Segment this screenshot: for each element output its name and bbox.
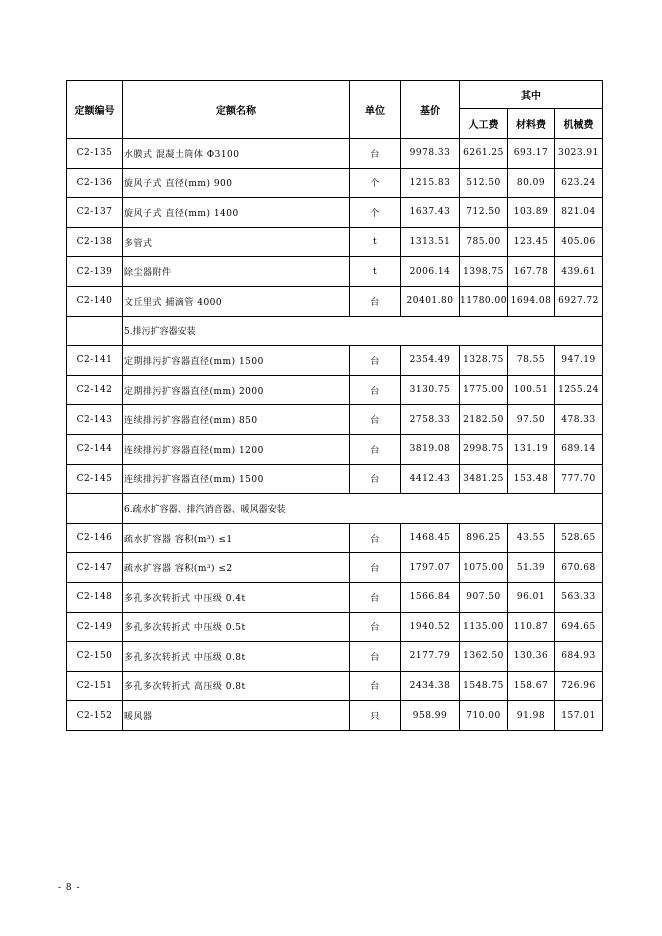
code-cell: C2-135 — [67, 139, 123, 169]
name-cell: 连续排污扩容器直径(mm) 850 — [123, 405, 350, 435]
table-row — [67, 346, 603, 376]
material-cost-cell: 131.19 — [508, 434, 555, 464]
section-title-text: 疏水扩容器、排汽消音器、暖风器安装 — [132, 504, 286, 515]
machine-cost-cell: 777.70 — [555, 464, 603, 494]
material-cost-cell: 153.48 — [508, 464, 555, 494]
unit-cell: 台 — [350, 139, 401, 169]
table-row — [67, 701, 603, 731]
machine-cost-cell: 947.19 — [555, 346, 603, 376]
unit-cell: 台 — [350, 434, 401, 464]
unit-cell: 台 — [350, 464, 401, 494]
table-row — [67, 286, 603, 316]
labor-cost-cell: 1548.75 — [460, 671, 508, 701]
code-cell: C2-140 — [67, 286, 123, 316]
section-number: 6. — [124, 504, 133, 515]
code-cell: C2-144 — [67, 434, 123, 464]
labor-cost-cell: 896.25 — [460, 523, 508, 553]
machine-cost-cell: 405.06 — [555, 227, 603, 257]
unit-cell: 台 — [350, 553, 401, 583]
labor-cost-cell: 1398.75 — [460, 257, 508, 287]
machine-cost-cell: 1255.24 — [555, 375, 603, 405]
base-price-cell: 1215.83 — [401, 168, 460, 198]
labor-cost-cell: 512.50 — [460, 168, 508, 198]
table-row — [67, 198, 603, 228]
base-price-cell: 2006.14 — [401, 257, 460, 287]
code-cell: C2-146 — [67, 523, 123, 553]
code-cell: C2-137 — [67, 198, 123, 228]
unit-cell: 只 — [350, 701, 401, 731]
labor-cost-cell: 710.00 — [460, 701, 508, 731]
base-price-cell: 2354.49 — [401, 346, 460, 376]
labor-cost-cell: 1775.00 — [460, 375, 508, 405]
name-cell: 文丘里式 捕滴管 4000 — [123, 286, 350, 316]
machine-cost-cell: 670.68 — [555, 553, 603, 583]
code-cell: C2-152 — [67, 701, 123, 731]
unit-cell: t — [350, 227, 401, 257]
material-cost-cell: 51.39 — [508, 553, 555, 583]
base-price-cell: 958.99 — [401, 701, 460, 731]
material-cost-cell: 693.17 — [508, 139, 555, 169]
base-price-cell: 3819.08 — [401, 434, 460, 464]
labor-cost-cell: 3481.25 — [460, 464, 508, 494]
base-price-cell: 1566.84 — [401, 582, 460, 612]
labor-cost-cell: 785.00 — [460, 227, 508, 257]
unit-cell: 台 — [350, 642, 401, 672]
code-cell: C2-143 — [67, 405, 123, 435]
header-among: 其中 — [460, 81, 603, 109]
base-price-cell: 1940.52 — [401, 612, 460, 642]
base-price-cell: 4412.43 — [401, 464, 460, 494]
base-price-cell: 20401.80 — [401, 286, 460, 316]
section-code-cell — [67, 316, 123, 346]
table-row — [67, 464, 603, 494]
material-cost-cell: 110.87 — [508, 612, 555, 642]
material-cost-cell: 91.98 — [508, 701, 555, 731]
labor-cost-cell: 907.50 — [460, 582, 508, 612]
header-base-price: 基价 — [401, 81, 460, 139]
table-row — [67, 405, 603, 435]
material-cost-cell: 97.50 — [508, 405, 555, 435]
code-cell: C2-147 — [67, 553, 123, 583]
labor-cost-cell: 2182.50 — [460, 405, 508, 435]
material-cost-cell: 130.36 — [508, 642, 555, 672]
unit-cell: 个 — [350, 168, 401, 198]
machine-cost-cell: 694.65 — [555, 612, 603, 642]
code-cell: C2-150 — [67, 642, 123, 672]
table-row — [67, 227, 603, 257]
table-row — [67, 671, 603, 701]
header-unit: 单位 — [350, 81, 401, 139]
labor-cost-cell: 2998.75 — [460, 434, 508, 464]
unit-cell: 个 — [350, 198, 401, 228]
name-cell: 连续排污扩容器直径(mm) 1200 — [123, 434, 350, 464]
header-labor: 人工费 — [460, 109, 508, 139]
machine-cost-cell: 689.14 — [555, 434, 603, 464]
code-cell: C2-139 — [67, 257, 123, 287]
table-row — [67, 139, 603, 169]
machine-cost-cell: 684.93 — [555, 642, 603, 672]
base-price-cell: 2434.38 — [401, 671, 460, 701]
material-cost-cell: 167.78 — [508, 257, 555, 287]
quota-table — [66, 80, 603, 731]
labor-cost-cell: 1362.50 — [460, 642, 508, 672]
labor-cost-cell: 6261.25 — [460, 139, 508, 169]
table-row — [67, 553, 603, 583]
name-cell: 暖风器 — [123, 701, 350, 731]
material-cost-cell: 103.89 — [508, 198, 555, 228]
section-row — [67, 494, 603, 524]
unit-cell: 台 — [350, 582, 401, 612]
section-title — [123, 316, 603, 346]
name-cell: 疏水扩容器 容积(m³) ≤1 — [123, 523, 350, 553]
base-price-cell: 9978.33 — [401, 139, 460, 169]
table-row — [67, 168, 603, 198]
code-cell: C2-136 — [67, 168, 123, 198]
machine-cost-cell: 623.24 — [555, 168, 603, 198]
base-price-cell: 2758.33 — [401, 405, 460, 435]
name-cell: 连续排污扩容器直径(mm) 1500 — [123, 464, 350, 494]
name-cell: 定期排污扩容器直径(mm) 1500 — [123, 346, 350, 376]
name-cell: 定期排污扩容器直径(mm) 2000 — [123, 375, 350, 405]
base-price-cell: 2177.79 — [401, 642, 460, 672]
material-cost-cell: 123.45 — [508, 227, 555, 257]
material-cost-cell: 100.51 — [508, 375, 555, 405]
machine-cost-cell: 726.96 — [555, 671, 603, 701]
base-price-cell: 1468.45 — [401, 523, 460, 553]
table-row — [67, 523, 603, 553]
machine-cost-cell: 478.33 — [555, 405, 603, 435]
section-number: 5. — [124, 327, 133, 338]
unit-cell: 台 — [350, 346, 401, 376]
machine-cost-cell: 439.61 — [555, 257, 603, 287]
code-cell: C2-151 — [67, 671, 123, 701]
machine-cost-cell: 157.01 — [555, 701, 603, 731]
labor-cost-cell: 1135.00 — [460, 612, 508, 642]
unit-cell: 台 — [350, 405, 401, 435]
table-row — [67, 257, 603, 287]
labor-cost-cell: 11780.00 — [460, 286, 508, 316]
labor-cost-cell: 712.50 — [460, 198, 508, 228]
name-cell: 旋风子式 直径(mm) 1400 — [123, 198, 350, 228]
unit-cell: 台 — [350, 375, 401, 405]
name-cell: 水膜式 混凝土筒体 Φ3100 — [123, 139, 350, 169]
code-cell: C2-142 — [67, 375, 123, 405]
base-price-cell: 1313.51 — [401, 227, 460, 257]
unit-cell: 台 — [350, 612, 401, 642]
table-row — [67, 582, 603, 612]
header-machine: 机械费 — [555, 109, 603, 139]
name-cell: 疏水扩容器 容积(m³) ≤2 — [123, 553, 350, 583]
table-header — [67, 81, 603, 139]
name-cell: 多孔多次转折式 中压级 0.8t — [123, 642, 350, 672]
name-cell: 除尘器附件 — [123, 257, 350, 287]
section-title-text: 排污扩容器安装 — [132, 327, 196, 338]
table-body — [67, 139, 603, 731]
section-title — [123, 494, 603, 524]
table-row — [67, 612, 603, 642]
code-cell: C2-138 — [67, 227, 123, 257]
name-cell: 旋风子式 直径(mm) 900 — [123, 168, 350, 198]
machine-cost-cell: 563.33 — [555, 582, 603, 612]
table-row — [67, 642, 603, 672]
base-price-cell: 1637.43 — [401, 198, 460, 228]
code-cell: C2-148 — [67, 582, 123, 612]
material-cost-cell: 96.01 — [508, 582, 555, 612]
material-cost-cell: 80.09 — [508, 168, 555, 198]
section-row — [67, 316, 603, 346]
unit-cell: 台 — [350, 523, 401, 553]
unit-cell: 台 — [350, 286, 401, 316]
name-cell: 多孔多次转折式 高压级 0.8t — [123, 671, 350, 701]
material-cost-cell: 43.55 — [508, 523, 555, 553]
unit-cell: t — [350, 257, 401, 287]
header-material: 材料费 — [508, 109, 555, 139]
machine-cost-cell: 821.04 — [555, 198, 603, 228]
code-cell: C2-141 — [67, 346, 123, 376]
page-number: - 8 - — [58, 883, 81, 893]
code-cell: C2-145 — [67, 464, 123, 494]
section-code-cell — [67, 494, 123, 524]
unit-cell: 台 — [350, 671, 401, 701]
material-cost-cell: 78.55 — [508, 346, 555, 376]
name-cell: 多管式 — [123, 227, 350, 257]
machine-cost-cell: 6927.72 — [555, 286, 603, 316]
labor-cost-cell: 1075.00 — [460, 553, 508, 583]
material-cost-cell: 158.67 — [508, 671, 555, 701]
machine-cost-cell: 3023.91 — [555, 139, 603, 169]
table-row — [67, 434, 603, 464]
code-cell: C2-149 — [67, 612, 123, 642]
name-cell: 多孔多次转折式 中压级 0.4t — [123, 582, 350, 612]
name-cell: 多孔多次转折式 中压级 0.5t — [123, 612, 350, 642]
base-price-cell: 3130.75 — [401, 375, 460, 405]
header-name: 定额名称 — [123, 81, 350, 139]
base-price-cell: 1797.07 — [401, 553, 460, 583]
machine-cost-cell: 528.65 — [555, 523, 603, 553]
table-row — [67, 375, 603, 405]
material-cost-cell: 1694.08 — [508, 286, 555, 316]
header-code: 定额编号 — [67, 81, 123, 139]
labor-cost-cell: 1328.75 — [460, 346, 508, 376]
